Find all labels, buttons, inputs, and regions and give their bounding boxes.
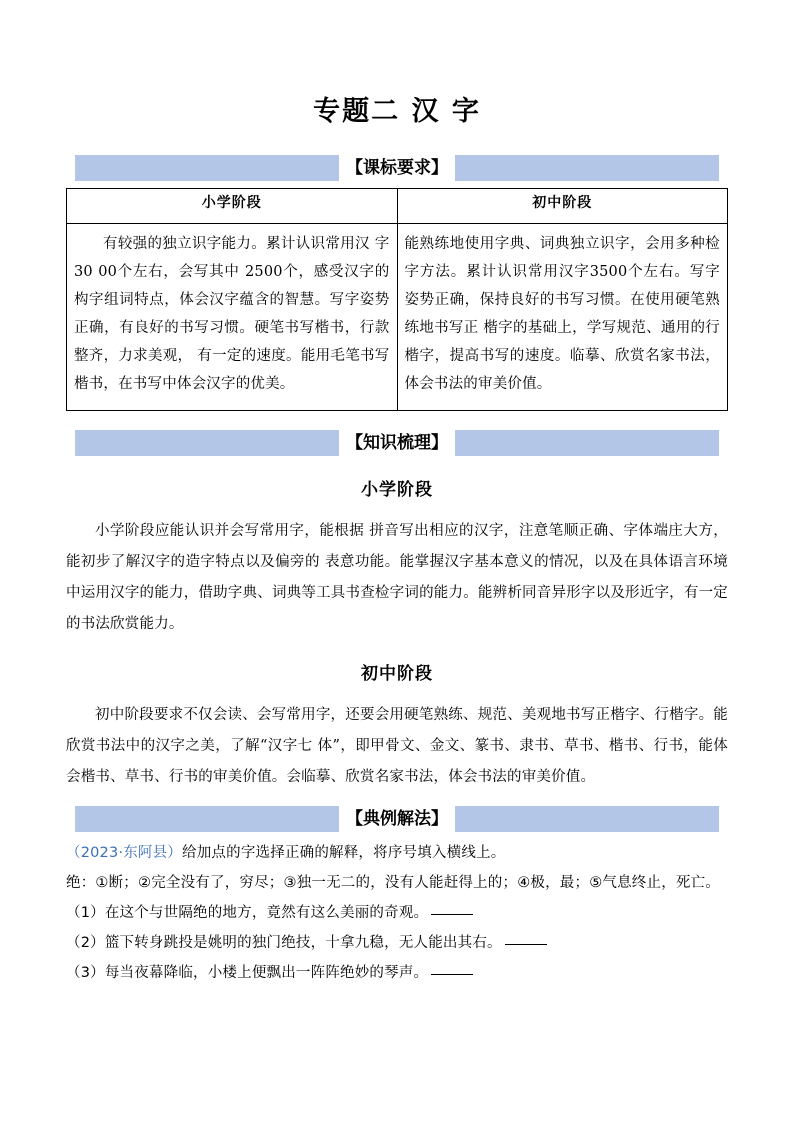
question-item xyxy=(66,928,728,958)
question-stem-text: 给加点的字选择正确的解释，将序号填入横线上。 xyxy=(182,844,506,861)
spacer xyxy=(66,640,728,659)
spacer xyxy=(66,500,728,516)
banner-right-gap xyxy=(719,430,728,456)
knowledge-paragraph-junior: 初中阶段要求不仅会读、会写常用字，还要会用硬笔熟练、规范、美观地书写正楷字、行楷字。能欣赏书法中的汉字之美，了解“汉字七 体”，即甲骨文、金文、篆书、隶书、草书、楷书、行书，能体会楷书、草书、行书的审美价值。会临摹、欣赏名家书法，体会书法的审美价值。 xyxy=(66,706,728,785)
question-item xyxy=(66,958,728,988)
question-stem-line xyxy=(66,838,728,868)
knowledge-paragraph-primary: 小学阶段应能认识并会写常用字，能根据 拼音写出相应的汉字，注意笔顺正确、字体端庄大方，能初步了解汉字的造字特点以及偏旁的 表意功能。能掌握汉字基本意义的情况，以及在具体语言环境中运用汉字的能力，借助字典、词典等工具书查检字词的能力。能辨析同音异形字以及形近字，有一定的书法欣赏能力。 xyxy=(66,522,728,632)
banner-left-gap xyxy=(66,430,75,456)
banner-knowledge-label: 【知识梳理】 xyxy=(339,430,455,456)
banner-right-gap xyxy=(719,806,728,832)
question-source-tag: （2023·东阿县） xyxy=(66,844,183,861)
banner-standards xyxy=(66,155,728,181)
banner-right-gap xyxy=(719,155,728,181)
knowledge-heading-primary: 小学阶段 xyxy=(361,479,433,500)
junior-stage-requirements: 能熟练地使用字典、词典独立识字，会用多种检字方法。累计认识常用汉字3500个左右。写字姿势正确，保持良好的书写习惯。在使用硬笔熟练地书写正 楷字的基础上，学写规范、通用的行楷字，提高书写的速度。临摹、欣赏名家书法，体会书法的审美价值。 xyxy=(404,235,720,392)
banner-knowledge xyxy=(66,430,728,456)
spacer xyxy=(66,411,728,430)
question-item-text: （3）每当夜幕降临，小楼上便飘出一阵阵绝妙的琴声。 xyxy=(66,964,429,981)
table-header-primary: 小学阶段 xyxy=(67,188,398,223)
spacer xyxy=(66,456,728,475)
spacer xyxy=(66,127,728,155)
question-definitions: 绝：①断；②完全没有了，穷尽；③独一无二的，没有人能赶得上的；④极，最；⑤气息终止，死亡。 xyxy=(66,874,720,891)
banner-standards-label: 【课标要求】 xyxy=(339,155,455,181)
banner-example-label: 【典例解法】 xyxy=(339,806,455,832)
question-item-text: （1）在这个与世隔绝的地方，竟然有这么美丽的奇观。 xyxy=(66,904,429,921)
table-row xyxy=(67,223,728,410)
knowledge-heading-junior: 初中阶段 xyxy=(361,663,433,684)
question-item-text: （2）篮下转身跳投是姚明的独门绝技，十拿九稳，无人能出其右。 xyxy=(66,934,502,951)
table-header-junior: 初中阶段 xyxy=(397,188,728,223)
table-header-row xyxy=(67,188,728,223)
primary-stage-requirements: 有较强的独立识字能力。累计认识常用汉 字30 00个左右，会写其中 2500个，感受汉字的构字组词特点，体会汉字蕴含的智慧。写字姿势正确，有良好的书写习惯。硬笔书写楷书，行款整齐，力求美观， 有一定的速度。能用毛笔书写楷书，在书写中体会汉字的优美。 xyxy=(74,235,390,392)
page-title: 专题二 汉 字 xyxy=(313,96,481,127)
banner-left-gap xyxy=(66,806,75,832)
banner-example xyxy=(66,806,728,832)
banner-left-gap xyxy=(66,155,75,181)
table-cell-primary xyxy=(67,223,398,410)
standards-table xyxy=(66,188,728,411)
answer-blank[interactable] xyxy=(505,943,547,945)
spacer xyxy=(66,793,728,806)
question-item xyxy=(66,898,728,928)
table-cell-junior xyxy=(397,223,728,410)
answer-blank[interactable] xyxy=(431,913,473,915)
answer-blank[interactable] xyxy=(431,973,473,975)
spacer xyxy=(66,684,728,700)
